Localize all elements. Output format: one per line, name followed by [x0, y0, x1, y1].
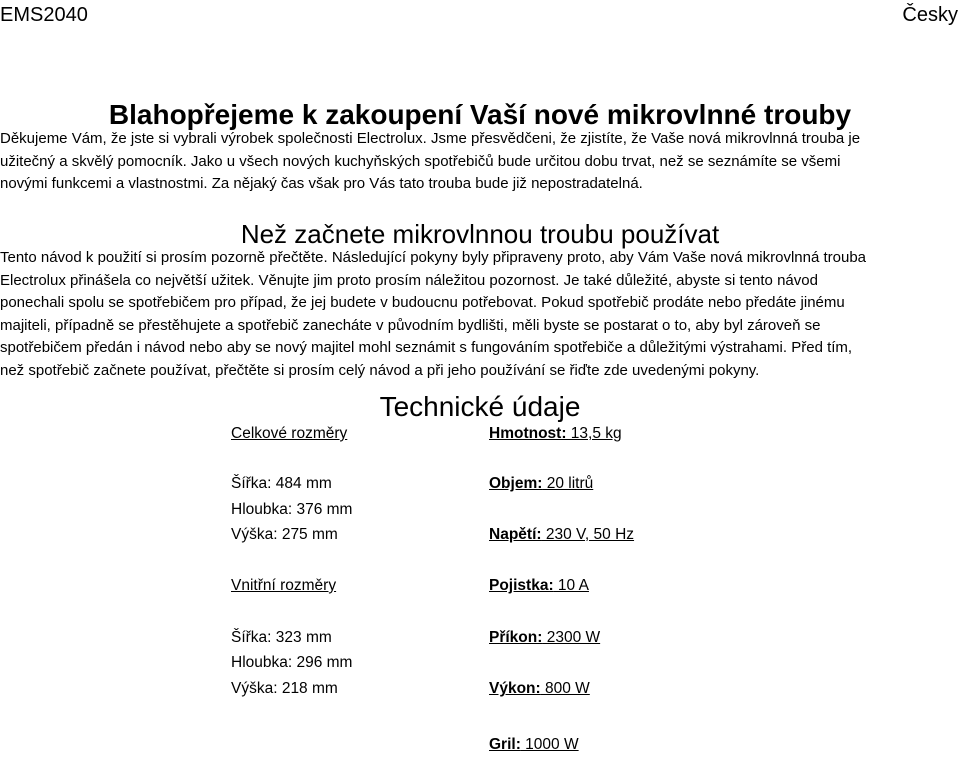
outer-depth: Hloubka: 376 mm — [231, 501, 353, 518]
before-use-heading: Než začnete mikrovlnnou troubu používat — [240, 219, 720, 249]
language-label: Česky — [902, 4, 958, 26]
power-input-value: 2300 W — [542, 629, 601, 646]
technical-data-heading: Technické údaje — [379, 391, 581, 422]
before-use-paragraph — [0, 247, 958, 382]
voltage-value: 230 V, 50 Hz — [541, 526, 635, 543]
outer-width: Šířka: 484 mm — [231, 475, 332, 492]
before-line: spotřebičem předán i návod nebo aby se nový majitel mohl seznámit s fungováním spotřebiče a důležitými výstrahami. Před tím, — [0, 339, 853, 356]
volume-label: Objem: — [489, 475, 543, 492]
before-line: Tento návod k použití si prosím pozorně přečtěte. Následující pokyny byly připraveny proto, aby Vám Vaše nová mikrovlnná trouba — [0, 249, 867, 266]
volume-spec — [489, 474, 593, 494]
intro-line: Děkujeme Vám, že jste si vybrali výrobek společnosti Electrolux. Jsme přesvědčeni, že zjistíte, že Vaše nová mikrovlnná trouba je — [0, 130, 861, 147]
power-output-spec — [489, 679, 590, 699]
weight-label: Hmotnost: — [489, 425, 567, 442]
voltage-spec — [489, 525, 634, 545]
fuse-label: Pojistka: — [489, 577, 554, 594]
before-line: ponechali spolu se spotřebičem pro případ, že jej budete v budoucnu potřebovat. Pokud spotřebič prodáte nebo předáte jinému — [0, 294, 845, 311]
fuse-value: 10 A — [553, 577, 589, 594]
volume-value: 20 litrů — [542, 475, 594, 492]
intro-line: novými funkcemi a vlastnostmi. Za nějaký čas však pro Vás tato trouba bude již nepostradatelná. — [0, 175, 643, 192]
intro-line: užitečný a skvělý pomocník. Jako u všech nových kuchyňských spotřebičů bude určitou dobu trvat, než se seznámíte se všemi — [0, 152, 841, 170]
inner-depth: Hloubka: 296 mm — [231, 654, 353, 671]
grill-spec — [489, 735, 579, 755]
voltage-label: Napětí: — [489, 526, 542, 543]
inner-dimensions-heading: Vnitřní rozměry — [231, 577, 337, 594]
before-line: majiteli, případně se přestěhujete a spotřebič zanecháte v původním bydlišti, měli byste se postarat o to, aby byl zároveň se — [0, 316, 821, 334]
grill-value: 1000 W — [520, 736, 579, 753]
model-number: EMS2040 — [0, 4, 88, 26]
power-input-label: Příkon: — [489, 629, 543, 646]
power-output-label: Výkon: — [489, 680, 541, 697]
weight-spec — [489, 424, 622, 444]
inner-height: Výška: 218 mm — [231, 680, 338, 697]
outer-dimensions-heading: Celkové rozměry — [231, 425, 348, 442]
intro-paragraph — [0, 128, 958, 196]
page-title: Blahopřejeme k zakoupení Vaší nové mikrovlnné trouby — [108, 99, 852, 130]
power-output-value: 800 W — [540, 680, 590, 697]
inner-width: Šířka: 323 mm — [231, 629, 332, 646]
weight-value: 13,5 kg — [566, 425, 622, 442]
fuse-spec — [489, 576, 589, 596]
grill-label: Gril: — [489, 736, 521, 753]
before-line: než spotřebič začnete používat, přečtěte si prosím celý návod a při jeho používání se řiďte zde uvedenými pokyny. — [0, 361, 760, 379]
before-line: Electrolux přinášela co největší užitek. Věnujte jim proto prosím náležitou pozornost. Je také důležité, abyste si tento návod — [0, 271, 818, 289]
power-input-spec — [489, 628, 600, 648]
outer-height: Výška: 275 mm — [231, 526, 338, 543]
